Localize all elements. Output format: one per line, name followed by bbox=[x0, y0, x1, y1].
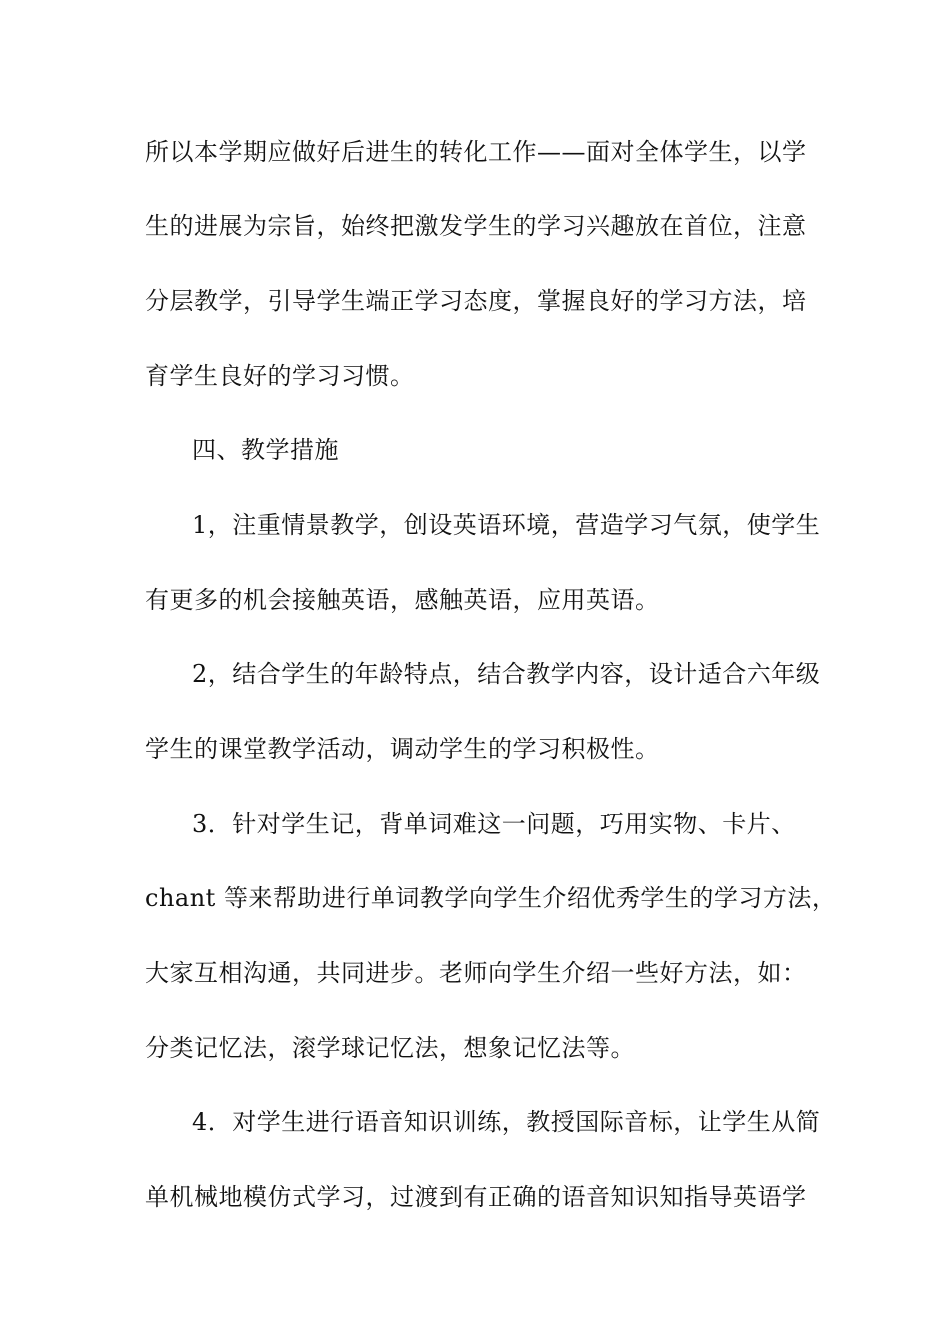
text-line: 4．对学生进行语音知识训练，教授国际音标，让学生从简 bbox=[192, 1108, 821, 1136]
text-line: 生的进展为宗旨，始终把激发学生的学习兴趣放在首位，注意 bbox=[145, 212, 807, 240]
text-line: 分类记忆法，滚学球记忆法，想象记忆法等。 bbox=[145, 1034, 635, 1062]
text-line: 3．针对学生记，背单词难这一问题，巧用实物、卡片、 bbox=[192, 810, 796, 838]
text-line: chant 等来帮助进行单词教学向学生介绍优秀学生的学习方法， bbox=[145, 884, 837, 912]
text-line: 单机械地模仿式学习，过渡到有正确的语音知识知指导英语学 bbox=[145, 1183, 807, 1211]
text-line: 所以本学期应做好后进生的转化工作——面对全体学生，以学 bbox=[145, 138, 807, 166]
text-line: 2，结合学生的年龄特点，结合教学内容，设计适合六年级 bbox=[192, 660, 821, 688]
text-line: 分层教学，引导学生端正学习态度，掌握良好的学习方法，培 bbox=[145, 287, 807, 315]
text-line: 大家互相沟通，共同进步。老师向学生介绍一些好方法，如： bbox=[145, 959, 807, 987]
text-line: 学生的课堂教学活动，调动学生的学习积极性。 bbox=[145, 735, 660, 763]
text-line: 1，注重情景教学，创设英语环境，营造学习气氛，使学生 bbox=[192, 511, 821, 539]
section-heading: 四、教学措施 bbox=[192, 436, 339, 464]
text-line: 育学生良好的学习习惯。 bbox=[145, 362, 415, 390]
text-line: 有更多的机会接触英语，感触英语，应用英语。 bbox=[145, 586, 660, 614]
